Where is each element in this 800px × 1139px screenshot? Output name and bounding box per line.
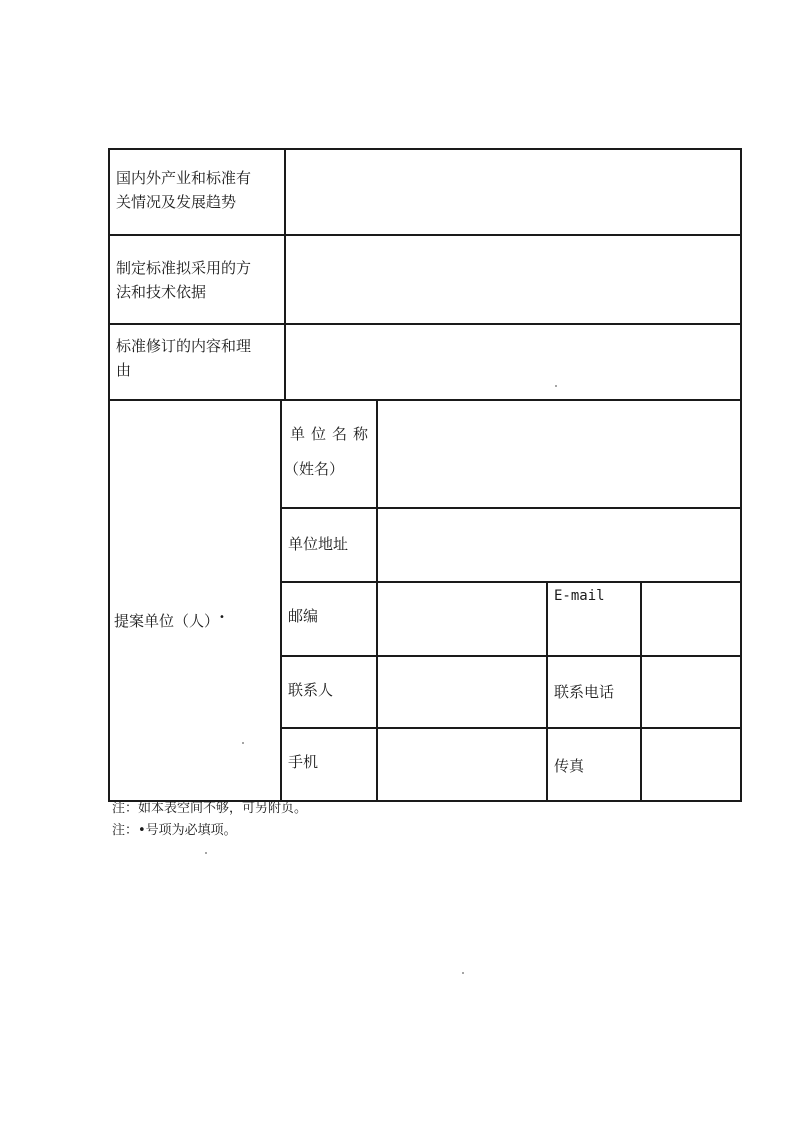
footnote-required-fields: 注：•号项为必填项。 xyxy=(112,823,237,838)
industry-status-label: 国内外产业和标准有 关情况及发展趋势 xyxy=(116,169,252,211)
sub-label-divider xyxy=(376,399,378,801)
required-mark: • xyxy=(219,612,225,623)
table-border-right xyxy=(740,148,742,802)
scan-speck xyxy=(555,385,557,387)
row-divider xyxy=(108,234,742,236)
unit-address-label: 单位地址 xyxy=(288,535,349,553)
contact-label-divider xyxy=(546,581,548,801)
methods-label: 制定标准拟采用的方 法和技术依据 xyxy=(116,259,252,301)
email-label: E-mail xyxy=(554,588,605,604)
row-divider xyxy=(108,323,742,325)
proposer-label-text: 提案单位（人） xyxy=(114,612,220,630)
name-sub-label: （姓名） xyxy=(284,460,345,478)
fax-label: 传真 xyxy=(554,757,585,775)
unit-name-label: 单位名称 xyxy=(290,425,375,443)
phone-label: 联系电话 xyxy=(554,683,615,701)
proposer-column-divider xyxy=(280,399,282,801)
footnotes xyxy=(112,798,307,842)
proposal-form-table xyxy=(108,148,742,802)
sub-row-divider xyxy=(280,581,742,583)
sub-row-divider xyxy=(280,507,742,509)
mobile-label: 手机 xyxy=(288,753,319,771)
revision-label: 标准修订的内容和理 由 xyxy=(116,337,252,379)
scan-speck xyxy=(205,852,207,854)
sub-row-divider xyxy=(280,655,742,657)
sub-row-divider xyxy=(280,727,742,729)
scan-speck xyxy=(462,972,464,974)
contact-value-divider xyxy=(640,581,642,801)
table-border-left xyxy=(108,148,110,802)
proposer-label xyxy=(114,582,278,633)
footnote-extra-pages: 注：如本表空间不够，可另附页。 xyxy=(112,801,308,816)
table-border-top xyxy=(108,148,742,150)
row-divider xyxy=(108,399,742,401)
contact-person-label: 联系人 xyxy=(288,681,334,699)
label-column-divider xyxy=(284,148,286,399)
scan-speck xyxy=(242,742,244,744)
postcode-label: 邮编 xyxy=(288,607,319,625)
